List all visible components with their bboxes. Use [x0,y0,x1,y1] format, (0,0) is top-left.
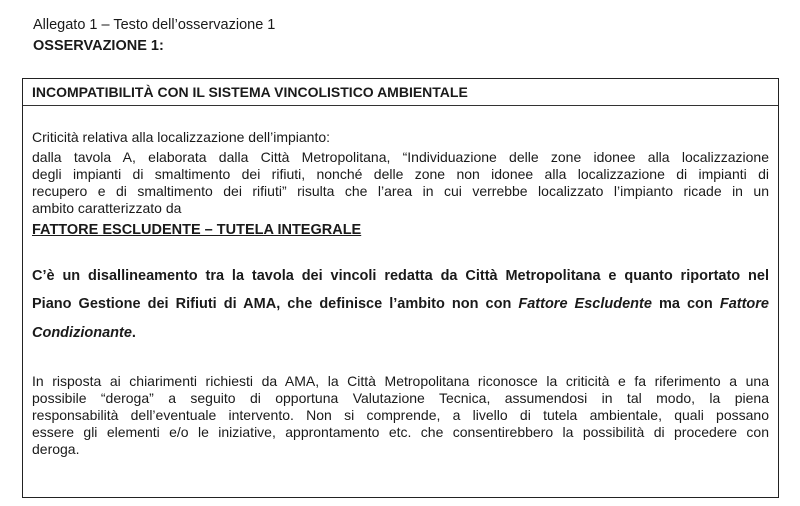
italic-fattore: Fattore [719,296,769,312]
para1-line: ambito caratterizzato da [32,200,182,216]
para1-line: degli impianti di smaltimento dei rifiuti, nonché delle zone non idonee alla localizzazione di impianti di [32,166,769,182]
para2-line: responsabilità dell’eventuale intervento. Non si comprende, a livello di tutela ambientale, quali possano [32,407,769,423]
para2-line: In risposta ai chiarimenti richiesti da AMA, la Città Metropolitana riconosce la criticità e fa riferimento a una [32,373,769,389]
bold-line-2 [32,295,769,313]
italic-condizionante: Condizionante [32,325,132,341]
fattore-heading: FATTORE ESCLUDENTE – TUTELA INTEGRALE [32,222,362,238]
para2-line: essere gli elementi e/o le iniziative, approntamento etc. che consentirebbero la possibilità di procedere con [32,424,769,440]
osservazione-heading: OSSERVAZIONE 1: [33,38,164,54]
allegato-heading: Allegato 1 – Testo dell’osservazione 1 [33,17,276,33]
bold-line-3 [32,324,136,342]
bold-line-2-part: Piano Gestione dei Rifiuti di AMA, che definisce l’ambito non con [32,296,519,312]
para1-line: recupero e di smaltimento dei rifiuti” risulta che l’area in cui verrebbe localizzato l’impianto ricade in un [32,183,769,199]
bold-line-2-part: ma con [651,296,720,312]
para2-line: deroga. [32,441,80,457]
title-divider [23,105,778,106]
para1-line: dalla tavola A, elaborata dalla Città Metropolitana, “Individuazione delle zone idonee alla localizzazione [32,149,769,165]
bold-line-3-end: . [131,325,136,341]
criticita-label: Criticità relativa alla localizzazione dell’impianto: [32,129,331,145]
box-title: INCOMPATIBILITÀ CON IL SISTEMA VINCOLISTICO AMBIENTALE [32,84,468,100]
observation-box [22,78,779,498]
italic-fattore-escludente: Fattore Escludente [518,296,652,312]
bold-line-1: C’è un disallineamento tra la tavola dei vincoli redatta da Città Metropolitana e quanto riportato nel [32,268,769,284]
para2-line: possibile “deroga” a seguito di opportuna Valutazione Tecnica, assumendosi in tal modo, la piena [32,390,769,406]
